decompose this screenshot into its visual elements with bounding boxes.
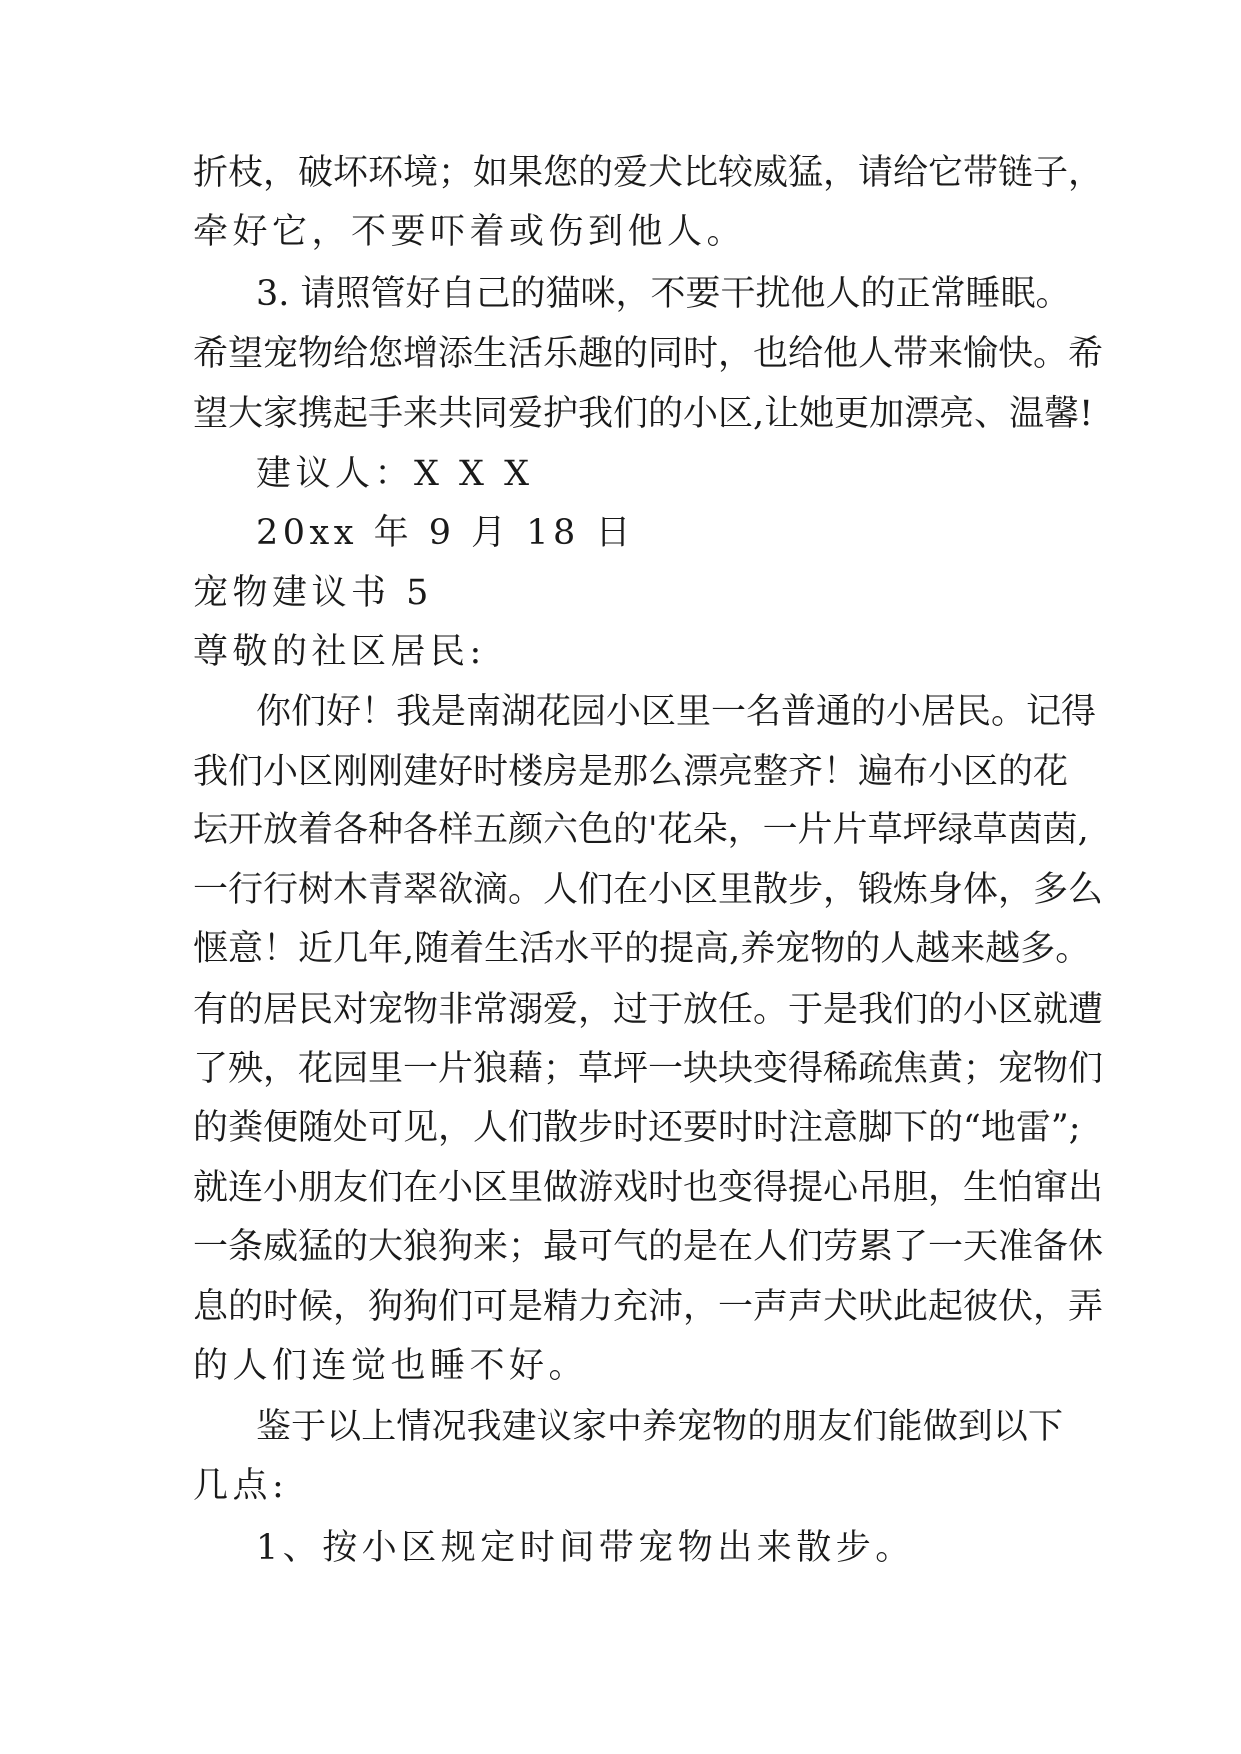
date-line: 20xx 年 9 月 18 日: [256, 513, 635, 553]
section-title: 宠物建议书 5: [193, 573, 433, 613]
text-line: 了殃，花园里一片狼藉；草坪一块块变得稀疏焦黄；宠物们: [193, 1049, 1104, 1089]
text-line: 惬意！近几年,随着生活水平的提高,养宠物的人越来越多。: [193, 929, 1091, 969]
list-item-3: 3. 请照管好自己的猫咪，不要干扰他人的正常睡眠。: [256, 274, 1071, 314]
text-line: 的人们连觉也睡不好。: [193, 1346, 589, 1386]
text-line: 就连小朋友们在小区里做游戏时也变得提心吊胆，生怕窜出: [193, 1168, 1104, 1208]
salutation: 尊敬的社区居民:: [193, 632, 486, 672]
text-line: 折枝，破坏环境；如果您的爱犬比较威猛，请给它带链子，: [193, 153, 1104, 193]
text-line: 的粪便随处可见，人们散步时还要时时注意脚下的“地雷”;: [193, 1108, 1081, 1148]
text-line: 鉴于以上情况我建议家中养宠物的朋友们能做到以下: [256, 1407, 1063, 1447]
text-line: 有的居民对宠物非常溺爱，过于放任。于是我们的小区就遭: [193, 990, 1104, 1030]
text-line: 你们好！我是南湖花园小区里一名普通的小居民。记得: [256, 692, 1097, 732]
text-line: 我们小区刚刚建好时楼房是那么漂亮整齐！遍布小区的花: [193, 752, 1069, 792]
text-line: 望大家携起手来共同爱护我们的小区,让她更加漂亮、温馨!: [193, 394, 1094, 434]
text-line: 坛开放着各种各样五颜六色的'花朵，一片片草坪绿草茵茵,: [193, 810, 1089, 850]
text-line: 希望宠物给您增添生活乐趣的同时，也给他人带来愉快。希: [193, 334, 1104, 374]
text-line: 牵好它，不要吓着或伤到他人。: [193, 212, 747, 252]
text-line: 几点:: [193, 1466, 289, 1506]
text-line: 一条威猛的大狼狗来；最可气的是在人们劳累了一天准备休: [193, 1227, 1104, 1267]
proposer-line: 建议人：X X X: [256, 454, 534, 494]
list-item-1: 1、按小区规定时间带宠物出来散步。: [256, 1528, 915, 1568]
text-line: 一行行树木青翠欲滴。人们在小区里散步，锻炼身体，多么: [193, 870, 1104, 910]
text-line: 息的时候，狗狗们可是精力充沛，一声声犬吠此起彼伏，弄: [193, 1287, 1104, 1327]
